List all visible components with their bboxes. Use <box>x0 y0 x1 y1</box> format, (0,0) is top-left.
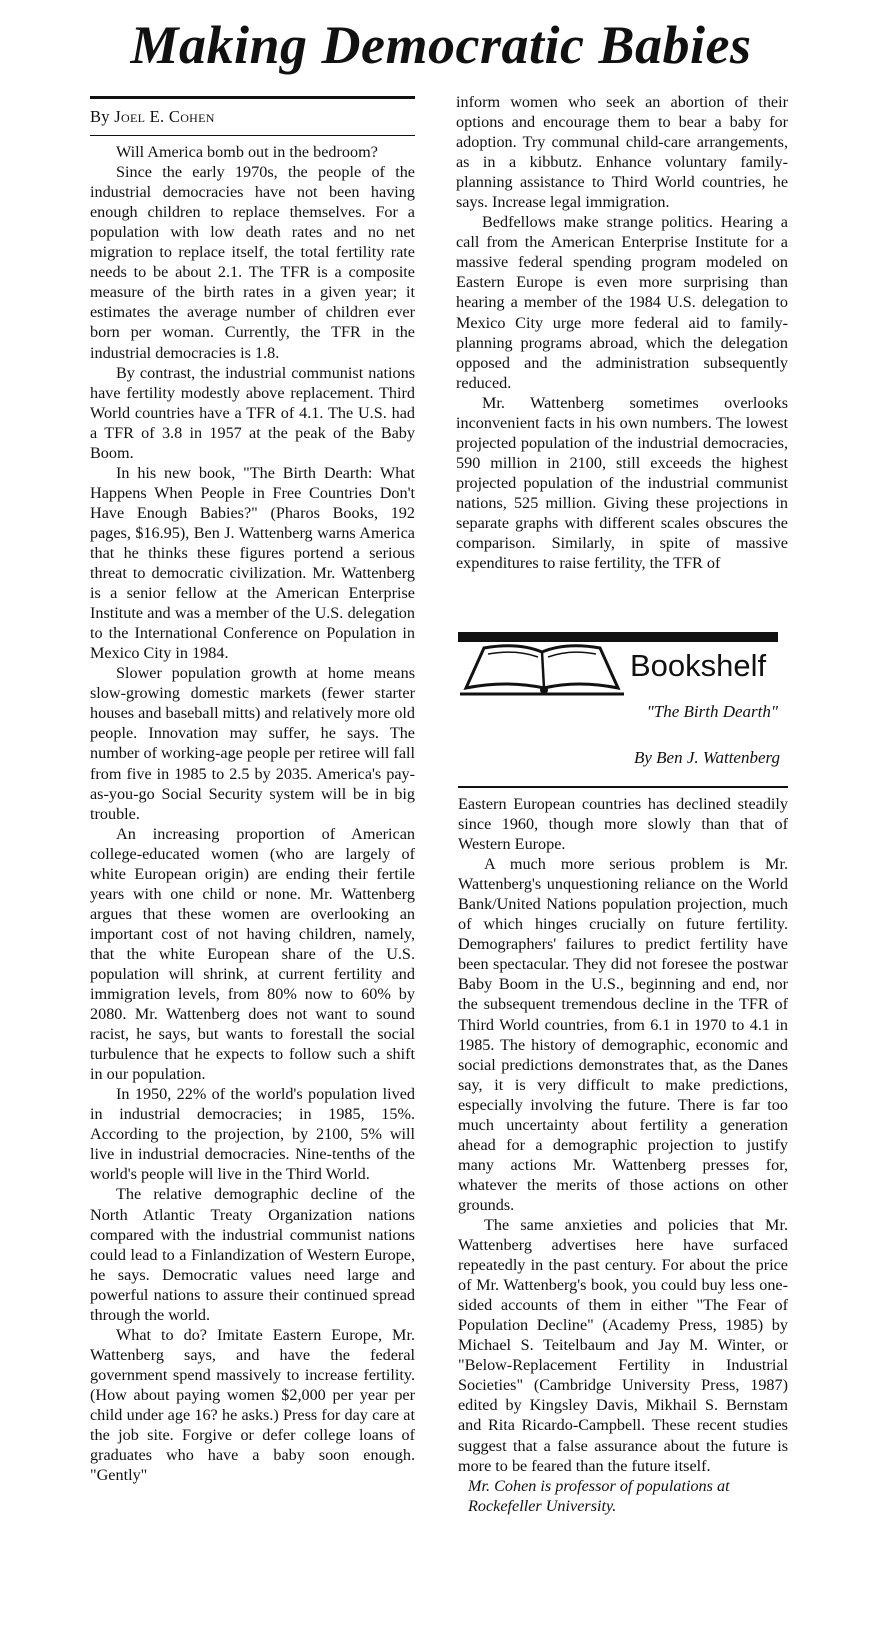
paragraph: inform women who seek an abortion of their options and encourage them to bear a baby for adoption. Try communal child-care arrangements, as in a kibbutz. Enhance voluntary family-planning assistance to Third World countries, he says. Increase legal immigration. <box>456 93 788 212</box>
book-title: "The Birth Dearth" <box>646 702 778 721</box>
paragraph: An increasing proportion of American college-educated women (who are largely of white European origin) are ending their fertile years with one child or none. Mr. Wattenberg argues that these women are overlooking an important cost of not having children, namely, that the white European share of the U.S. population will shrink, at current fertility and immigration levels, from 80% now to 60% by 2080. Mr. Wattenberg does not want to sound racist, he says, but wants to forestall the social turbulence that he expects to follow such a shift in our population. <box>90 824 415 1084</box>
paragraph: A much more serious problem is Mr. Wattenberg's unquestioning reliance on the World Bank/United Nations population projection, much of which hinges crucially on future fertility. Demographers' failures to predict fertility have been spectacular. They did not foresee the postwar Baby Boom in the U.S., beginning and end, nor the subsequent tremendous decline in the TFR of Third World countries, from 6.1 in 1970 to 4.1 in 1985. The history of demographic, economic and social predictions demonstrates that, as the Danes say, it is very difficult to make predictions, especially involving the future. There is far too much uncertainty about fertility a generation ahead for a demographic projection to justify many actions Mr. Wattenberg presses for, whatever the merits of those actions on other grounds. <box>458 855 788 1214</box>
byline <box>90 99 415 135</box>
paragraph: The relative demographic decline of the North Atlantic Treaty Organization nations compared with the industrial communist nations could lead to a Finlandization of Western Europe, he says. Democratic values need large and powerful nations to assure their continued spread through the world. <box>90 1185 415 1324</box>
byline-bottom-rule <box>90 135 415 136</box>
paragraph: The same anxieties and policies that Mr. Wattenberg advertises here have surfaced repeatedly in the past century. For about the price of Mr. Wattenberg's book, you could buy less one-sided accounts of them in either "The Fear of Population Decline" (Academy Press, 1985) by Michael S. Teitelbaum and Jay M. Winter, or "Below-Replacement Fertility in Industrial Societies" (Cambridge University Press, 1987) edited by Kingsley Davis, Mikhail S. Bernstam and Rita Ricardo-Campbell. These recent studies suggest that a false assurance about the future is more to be feared than the future itself. <box>458 1215 788 1475</box>
paragraph: In his new book, "The Birth Dearth: What Happens When People in Free Countries Don't Have Enough Babies?" (Pharos Books, 192 pages, $16.95), Ben J. Wattenberg warns America that he thinks these figures portend a serious threat to democratic civilization. Mr. Wattenberg is a senior fellow at the American Enterprise Institute and was a member of the U.S. delegation to the International Conference on Population in Mexico City in 1984. <box>90 463 415 663</box>
open-book-icon <box>458 638 628 698</box>
paragraph: By contrast, the industrial communist nations have fertility modestly above replacement. Third World countries have a TFR of 4.1. The U.S. had a TFR of 3.8 in 1957 at the peak of the Baby Boom. <box>90 363 415 462</box>
paragraph: Bedfellows make strange politics. Hearing a call from the American Enterprise Institute for a massive federal spending program modeled on Eastern Europe is even more surprising than hearing a member of the 1984 U.S. delegation to Mexico City urge more federal aid to family-planning programs abroad, which the delegation opposed and the administration subsequently reduced. <box>456 213 788 392</box>
article-column-1 <box>90 96 415 1485</box>
paragraph: Will America bomb out in the bedroom? <box>116 143 378 162</box>
paragraph: What to do? Imitate Eastern Europe, Mr. Wattenberg says, and have the federal government spend massively to increase fertility. (How about paying women $2,000 per year per child under age 16? he asks.) Press for day care at the job site. Forgive or defer college loans of graduates who have a baby soon enough. "Gently" <box>90 1325 415 1485</box>
paragraph: Eastern European countries has declined steadily since 1960, though more slowly than that of Western Europe. <box>458 795 788 854</box>
paragraph: In 1950, 22% of the world's population lived in industrial democracies; in 1985, 15%. According to the projection, by 2100, 5% will live in industrial democracies. Nine-tenths of the world's people will live in the Third World. <box>90 1085 415 1184</box>
book-author: By Ben J. Wattenberg <box>633 748 780 767</box>
article-column-2 <box>456 92 788 573</box>
paragraph: Slower population growth at home means slow-growing domestic markets (fewer starter houses and baseball mitts) and relatively more old people. Innovation may suffer, he says. The number of working-age people per retiree will fall from five in 1985 to 2.5 by 2035. America's pay-as-you-go Social Security system will be in big trouble. <box>90 664 416 823</box>
bookshelf-bottom-rule <box>458 786 788 788</box>
byline-author: Joel E. Cohen <box>114 107 215 126</box>
author-footnote: Mr. Cohen is professor of populations at Rockefeller University. <box>468 1476 730 1515</box>
article-column-3 <box>458 794 788 1516</box>
paragraph: Mr. Wattenberg sometimes overlooks inconvenient facts in his own numbers. The lowest projected population of the industrial democracies, 590 million in 2100, still exceeds the highest projected population of the industrial communist nations, 525 million. Giving these projections in separate graphs with different scales obscures the comparison. Similarly, in spite of massive expenditures to raise fertility, the TFR of <box>456 393 788 573</box>
bookshelf-box <box>458 632 788 792</box>
paragraph: Since the early 1970s, the people of the industrial democracies have not been having enough children to replace themselves. For a population with low death rates and no net migration to replace itself, the total fertility rate needs to be about 2.1. The TFR is a composite measure of the birth rates in a given year; it estimates the average number of children ever born per woman. Currently, the TFR in the industrial democracies is 1.8. <box>90 163 415 362</box>
bookshelf-label: Bookshelf <box>630 648 767 683</box>
headline: Making Democratic Babies <box>130 15 752 75</box>
byline-prefix: By <box>90 107 110 126</box>
